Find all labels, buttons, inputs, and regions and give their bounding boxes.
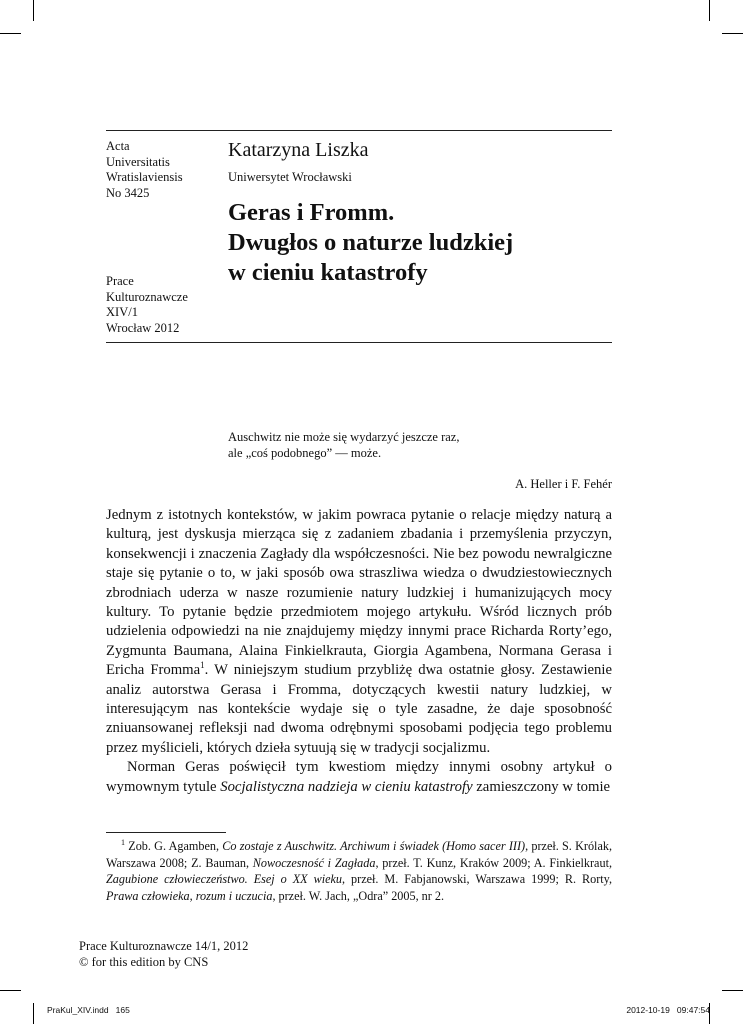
body-text-run: . W niniejszym studium przybliżę dwa ostatnie głosy. Zestawienie analiz autorstwa Gerasa i Fromma, dotyczących kwestii natury ludzkiej, w interesującym nas kontekście wydaje się o tyle zasadne, że daje sposobność zniuansowanej refleksji nad dwoma odrębnymi sposobami podjęcia tego problemu przez myślicieli, których dzieła sytuują się w tradycji socjalizmu. <box>106 662 612 756</box>
epigraph-source: A. Heller i F. Fehér <box>515 477 612 491</box>
series-line: Wratislaviensis <box>106 170 183 184</box>
header-bottom-rule <box>106 342 612 343</box>
page-footer <box>79 939 248 970</box>
footnote-text: , przeł. W. Jach, „Odra” 2005, nr 2. <box>272 888 445 903</box>
footnote-work-title: Co zostaje z Auschwitz. Archiwum i świadek (Homo sacer III) <box>222 839 526 853</box>
series-info <box>106 139 183 201</box>
footnote-work-title: Prawa człowieka, rozum i uczucia <box>106 888 273 903</box>
article-title <box>228 198 513 288</box>
footer-line: Prace Kulturoznawcze 14/1, 2012 <box>79 939 249 953</box>
epigraph-line: Auschwitz nie może się wydarzyć jeszcze raz, <box>228 430 460 444</box>
footnote <box>106 838 612 904</box>
crop-mark-top-right-h <box>722 33 743 34</box>
journal-line: Wrocław 2012 <box>106 320 180 335</box>
author-name: Katarzyna Liszka <box>228 139 369 161</box>
crop-mark-bottom-left-h <box>0 990 21 991</box>
body-paragraph <box>106 506 612 758</box>
title-line: Dwugłos o naturze ludzkiej <box>228 229 514 256</box>
crop-mark-top-left-h <box>0 33 21 34</box>
body-text-run: Norman Geras poświęcił tym kwestiom między innymi osobny artykuł o wymownym tytule <box>106 759 612 795</box>
epigraph-line: ale „coś podobnego” — może. <box>228 446 382 460</box>
footnote-rule <box>106 832 226 833</box>
series-line: Universitatis <box>106 154 170 169</box>
title-line: Geras i Fromm. <box>228 199 395 226</box>
body-text-run: zamieszczony w tomie <box>472 778 611 795</box>
footnote-text: , przeł. S. Królak, Warszawa 2008; Z. Bauman, <box>106 839 612 870</box>
crop-mark-top-right-v <box>709 0 710 21</box>
crop-mark-bottom-left-v <box>33 1003 34 1024</box>
footer-line: © for this edition by CNS <box>79 954 209 969</box>
title-line: w cieniu katastrofy <box>228 259 428 286</box>
header-top-rule <box>106 130 612 131</box>
body-text-run: Jednym z istotnych kontekstów, w jakim powraca pytanie o relacje między naturą a kulturą, jest dyskusja mierząca się z zadaniem zbadania i przemyślenia przyczyn, konsekwencji i znaczenia Zagłady dla współczesności. Nie bez powodu newralgiczne staje się pytanie o to, w jaki sposób owa straszliwa wiedza o dwudziestowiecznych zbrodniach uderza w nasze rozumienie natury ludzkiej i humanizujących mocy kultury. To pytanie będzie przedmiotem mojego artykułu. Wśród licznych prób udzielenia odpowiedzi na nie znajdujemy między innymi prace Richarda Rorty’ego, Zygmunta Baumana, Alaina Finkielkrauta, Giorgia Agambena, Normana Gerasa i Ericha Fromma <box>106 507 612 679</box>
footnote-number: 1 <box>121 837 125 847</box>
body-paragraph <box>106 758 612 797</box>
slug-timestamp: 2012-10-19 09:47:54 <box>626 1005 710 1015</box>
journal-line: XIV/1 <box>106 305 138 319</box>
footnote-text: Zob. G. Agamben, <box>125 839 223 853</box>
crop-mark-bottom-right-h <box>722 990 743 991</box>
journal-line: Prace <box>106 274 134 288</box>
footnote-work-title: Zagubione człowieczeństwo. Esej o XX wieku <box>106 872 343 886</box>
book-title: Socjalistyczna nadzieja w cieniu katastrofy <box>220 778 473 795</box>
footnote-text: , przeł. M. Fabjanowski, Warszawa 1999; R. Rorty, <box>342 872 613 886</box>
footnote-reference[interactable]: 1 <box>200 660 205 671</box>
series-line: No 3425 <box>106 185 150 200</box>
footnote-text: , przeł. T. Kunz, Kraków 2009; A. Finkielkraut, <box>375 855 612 870</box>
journal-info <box>106 274 188 336</box>
footnote-work-title: Nowoczesność i Zagłada <box>252 855 376 870</box>
series-line: Acta <box>106 139 130 153</box>
journal-line: Kulturoznawcze <box>106 289 188 304</box>
crop-mark-top-left-v <box>33 0 34 21</box>
body-text <box>106 506 612 797</box>
slug-file-info: PraKul_XIV.indd 165 <box>47 1005 130 1015</box>
epigraph <box>228 429 459 461</box>
author-affiliation: Uniwersytet Wrocławski <box>228 170 352 184</box>
